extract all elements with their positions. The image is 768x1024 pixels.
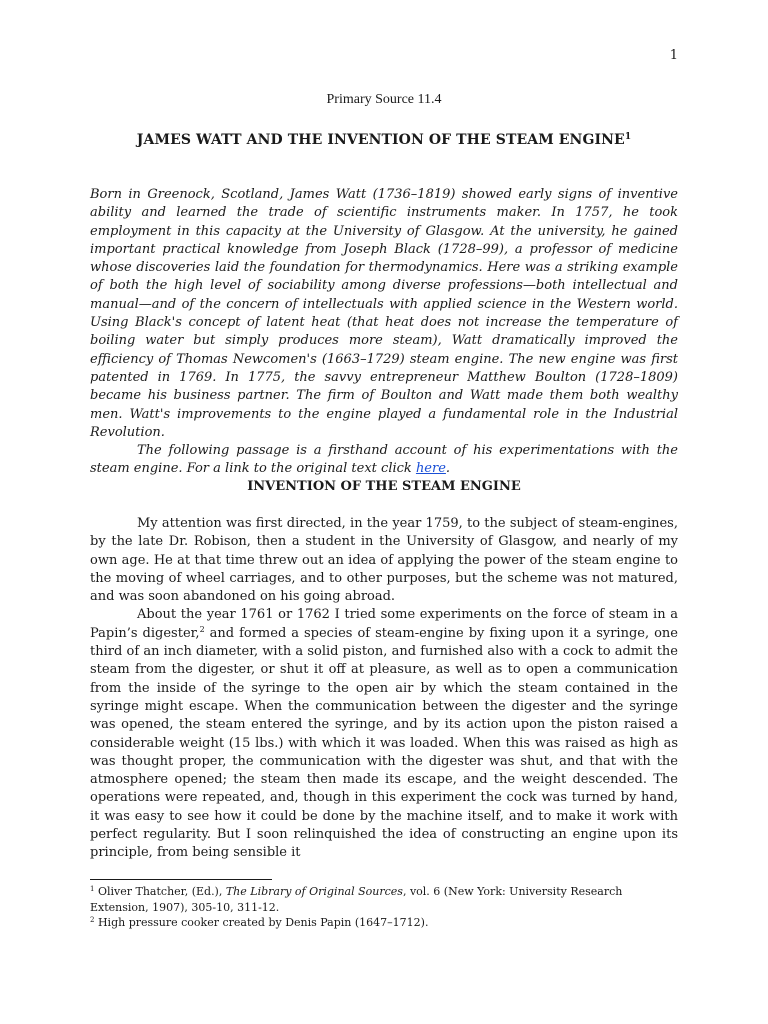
section-heading: INVENTION OF THE STEAM ENGINE <box>247 479 521 494</box>
footnote-text: , vol. 6 (New York: University Research Extension, 1907), 305-10, 311-12. <box>90 885 623 914</box>
main-paragraph: My attention was first directed, in the year 1759, to the subject of steam-engines, by the late Dr. Robison, then a student in the University of Glasgow, and nearly of my own age. He at that time threw out an idea of applying the power of the steam engine to the moving of wheel carriages, and to other purposes, but the scheme was not matured, and was soon abandoned on his going abroad. <box>90 516 678 605</box>
original-text-link[interactable]: here <box>415 461 446 477</box>
footnote-item <box>90 884 680 915</box>
footnote-book-title: The Library of Original Sources <box>225 885 403 898</box>
footnotes <box>90 884 680 931</box>
document-title <box>0 132 768 148</box>
intro-text-after-link: . <box>445 461 451 477</box>
footnote-item <box>90 915 680 931</box>
footnote-text: High pressure cooker created by Denis Papin (1647–1712). <box>97 916 429 929</box>
document-title-text: JAMES WATT AND THE INVENTION OF THE STEAM ENGINE <box>136 132 625 148</box>
intro-paragraph: Born in Greenock, Scotland, James Watt (1736–1819) showed early signs of inventive ability and learned the trade of scientific instruments maker. In 1757, he took employment in this capacity at the University of Glasgow. At the university, he gained important practical knowledge from Joseph Black (1728–99), a professor of medicine whose discoveries laid the foundation for thermodynamics. Here was a striking example of both the high level of sociability among diverse professions—both intellectual and manual—and of the concern of intellectuals with applied science in the Western world. Using Black's concept of latent heat (that heat does not increase the temperature of boiling water but simply produces more steam), Watt dramatically improved the efficiency of Thomas Newcomen's (1663–1729) steam engine. The new engine was first patented in 1769. In 1775, the savvy entrepreneur Matthew Boulton (1728–1809) became his business partner. The firm of Boulton and Watt made them both wealthy men. Watt's improvements to the engine played a fundamental role in the Industrial Revolution. <box>90 187 678 440</box>
footnote-number: 2 <box>90 916 95 924</box>
main-text-before-note: About the year 1761 or 1762 I tried some experiments on the force of steam in a Papin’s digester, <box>90 607 678 641</box>
introduction <box>90 186 678 479</box>
main-text-after-note: and formed a species of steam-engine by fixing upon it a syringe, one third of an inch diameter, with a solid piston, and furnished also with a cock to admit the steam from the digester, or shut it off at pleasure, as well as to open a communication from the inside of the syringe to the open air by which the steam contained in the syringe might escape. When the communication between the digester and the syringe was opened, the steam entered the syringe, and by its action upon the piston raised a considerable weight (15 lbs.) with which it was loaded. When this was raised as high as was thought proper, the communication with the digester was shut, and that with the atmosphere opened; the steam then made its escape, and the weight descended. The operations were repeated, and, though in this experiment the cock was turned by hand, it was easy to see how it could be done by the machine itself, and to make it work with perfect regularity. But I soon relinquished the idea of constructing an engine upon its principle, from being sensible it <box>90 625 678 861</box>
intro-paragraph-link <box>90 442 678 479</box>
footnote-number: 1 <box>90 885 95 893</box>
footnote-marker[interactable]: 2 <box>199 624 205 634</box>
main-text <box>90 515 678 861</box>
intro-text-before-link: The following passage is a firsthand account of his experimentations with the steam engine. For a link to the original text click <box>90 443 678 477</box>
page-number: 1 <box>669 48 678 63</box>
title-footnote-marker[interactable]: 1 <box>624 132 632 142</box>
source-label: Primary Source 11.4 <box>326 92 442 107</box>
main-paragraph-with-note <box>90 606 678 862</box>
footnote-text: Oliver Thatcher, (Ed.), <box>97 885 226 898</box>
footnote-divider <box>90 879 272 880</box>
